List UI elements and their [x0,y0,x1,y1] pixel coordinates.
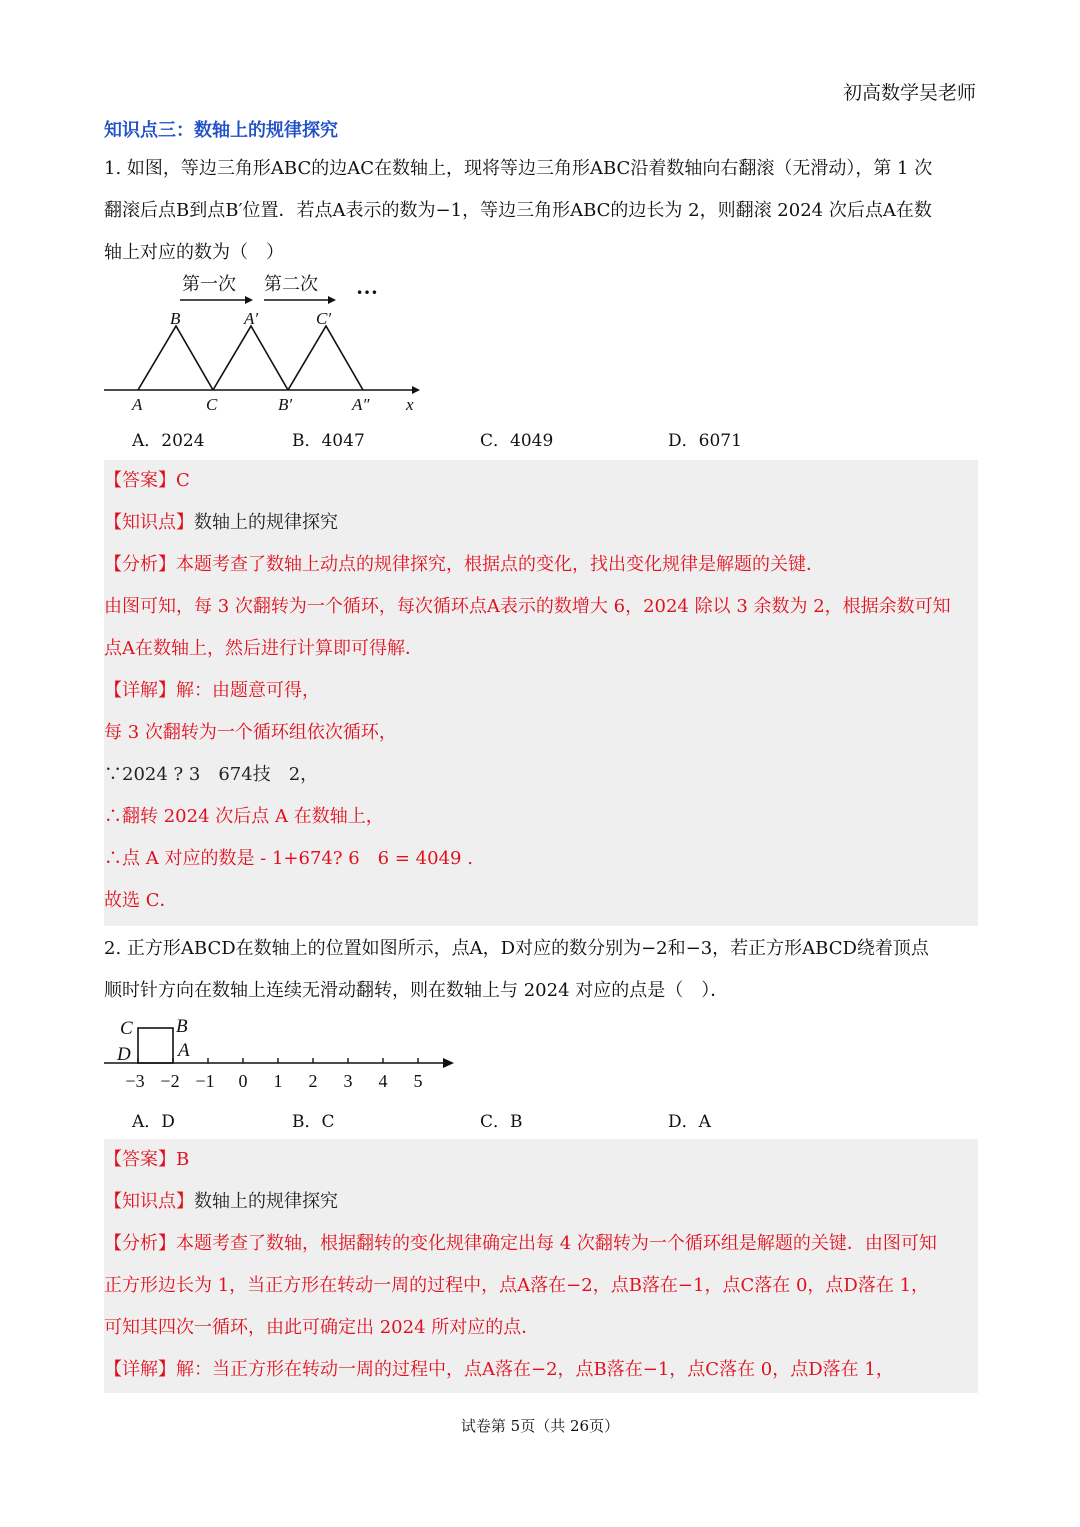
detail-line: 故选 C． [104,890,178,911]
header-author: 初高数学吴老师 [842,82,976,104]
axis-label: x [406,395,414,414]
tick-label: 3 [343,1071,353,1091]
question-2 [104,928,978,1012]
figure-step-label: 第一次 [182,274,236,294]
vertex-label: C [206,395,218,414]
vertex-label: D [117,1044,131,1065]
answer-tag: 【答案】 [104,1149,176,1170]
vertex-label: B [170,309,181,328]
triangle-2 [213,326,288,390]
tick-label: −1 [195,1071,215,1091]
option-b[interactable]: B．4047 [292,431,365,451]
option-a[interactable]: A．D [132,1112,175,1132]
vertex-label: C′ [316,309,332,328]
vertex-label: A [178,1040,190,1061]
detail-line: ∴翻转 2024 次后点 A 在数轴上， [104,806,384,827]
triangle-1 [138,326,213,390]
tick-label: 1 [273,1071,283,1091]
detail-tag: 【详解】 [104,680,176,701]
tick-label: −3 [125,1071,145,1091]
triangle-3 [288,326,363,390]
detail-line: 每 3 次翻转为一个循环组依次循环， [104,722,397,743]
arrow-head [328,296,336,304]
question-2-options [132,1107,832,1133]
axis-arrow-head [412,386,420,394]
question-1-line: 1. 如图，等边三角形ABC的边AC在数轴上，现将等边三角形ABC沿着数轴向右翻滚（无滑动），第 1 次 [104,158,933,179]
figure-step-label: 第二次 [264,274,318,294]
option-d[interactable]: D．A [668,1112,711,1132]
question-1-line: 翻滚后点B到点B′位置．若点A表示的数为−1，等边三角形ABC的边长为 2，则翻滚 2024 次后点A在数 [104,200,932,221]
detail-text: 解：当正方形在转动一周的过程中，点A落在−2，点B落在−1，点C落在 0，点D落在 1， [176,1359,894,1380]
axis-arrow-head [443,1058,454,1068]
option-c[interactable]: C．4049 [480,431,554,451]
section-title: 知识点三：数轴上的规律探究 [104,120,338,141]
question-2-line: 顺时针方向在数轴上连续无滑动翻转，则在数轴上与 2024 对应的点是（ ）． [104,980,729,1001]
figure-ellipsis: … [356,274,378,299]
vertex-label: A [132,395,143,414]
page-footer: 试卷第 5页（共 26页） [460,1417,620,1435]
answer-1-box [104,460,978,926]
answer-tag: 【答案】 [104,470,176,491]
analysis-tag: 【分析】 [104,1233,176,1254]
rolling-triangle-figure [100,268,430,418]
vertex-label: A″ [352,395,370,414]
tick-label: 2 [308,1071,318,1091]
detail-line: ∵2024 ? 3 674技 2， [104,764,319,785]
vertex-label: A′ [244,309,259,328]
analysis-line: 由图可知，每 3 次翻转为一个循环，每次循环点A表示的数增大 6，2024 除以 3 余数为 2，根据余数可知 [104,596,951,617]
option-d[interactable]: D．6071 [668,431,742,451]
vertex-label: C [120,1018,133,1039]
question-1-options [132,426,832,452]
analysis-tag: 【分析】 [104,554,176,575]
analysis-line: 正方形边长为 1，当正方形在转动一周的过程中，点A落在−2，点B落在−1，点C落在 0，点D落在 1， [104,1275,930,1296]
answer-2-box [104,1139,978,1393]
option-b[interactable]: B．C [292,1112,335,1132]
vertex-label: B′ [278,395,293,414]
knowledge-point: 数轴上的规律探究 [194,512,338,533]
question-1-line: 轴上对应的数为（ ） [104,242,284,263]
question-1 [104,148,978,274]
analysis-text: 本题考查了数轴上动点的规律探究，根据点的变化，找出变化规律是解题的关键． [176,554,824,575]
arrow-head [245,296,253,304]
knowledge-tag: 【知识点】 [104,1191,194,1212]
answer-value: B [176,1149,190,1170]
square-number-line-figure [100,1010,460,1100]
knowledge-point: 数轴上的规律探究 [194,1191,338,1212]
analysis-line: 点A在数轴上，然后进行计算即可得解． [104,638,423,659]
analysis-line: 可知其四次一循环，由此可确定出 2024 所对应的点． [104,1317,540,1338]
option-c[interactable]: C．B [480,1112,523,1132]
vertex-label: B [176,1016,188,1037]
knowledge-tag: 【知识点】 [104,512,194,533]
detail-tag: 【详解】 [104,1359,176,1380]
option-a[interactable]: A．2024 [132,431,205,451]
analysis-text: 本题考查了数轴，根据翻转的变化规律确定出每 4 次翻转为一个循环组是解题的关键．由图可知 [176,1233,937,1254]
tick-label: 4 [378,1071,388,1091]
answer-value: C [176,470,190,491]
detail-text: 解：由题意可得， [176,680,320,701]
question-2-line: 2. 正方形ABCD在数轴上的位置如图所示，点A，D对应的数分别为−2和−3，若正方形ABCD绕着顶点 [104,938,929,959]
square-abcd [138,1028,173,1063]
tick-label: 0 [238,1071,248,1091]
tick-label: 5 [413,1071,423,1091]
detail-line: ∴点 A 对应的数是 - 1+674? 6 6 = 4049 . [104,848,473,869]
tick-label: −2 [160,1071,180,1091]
